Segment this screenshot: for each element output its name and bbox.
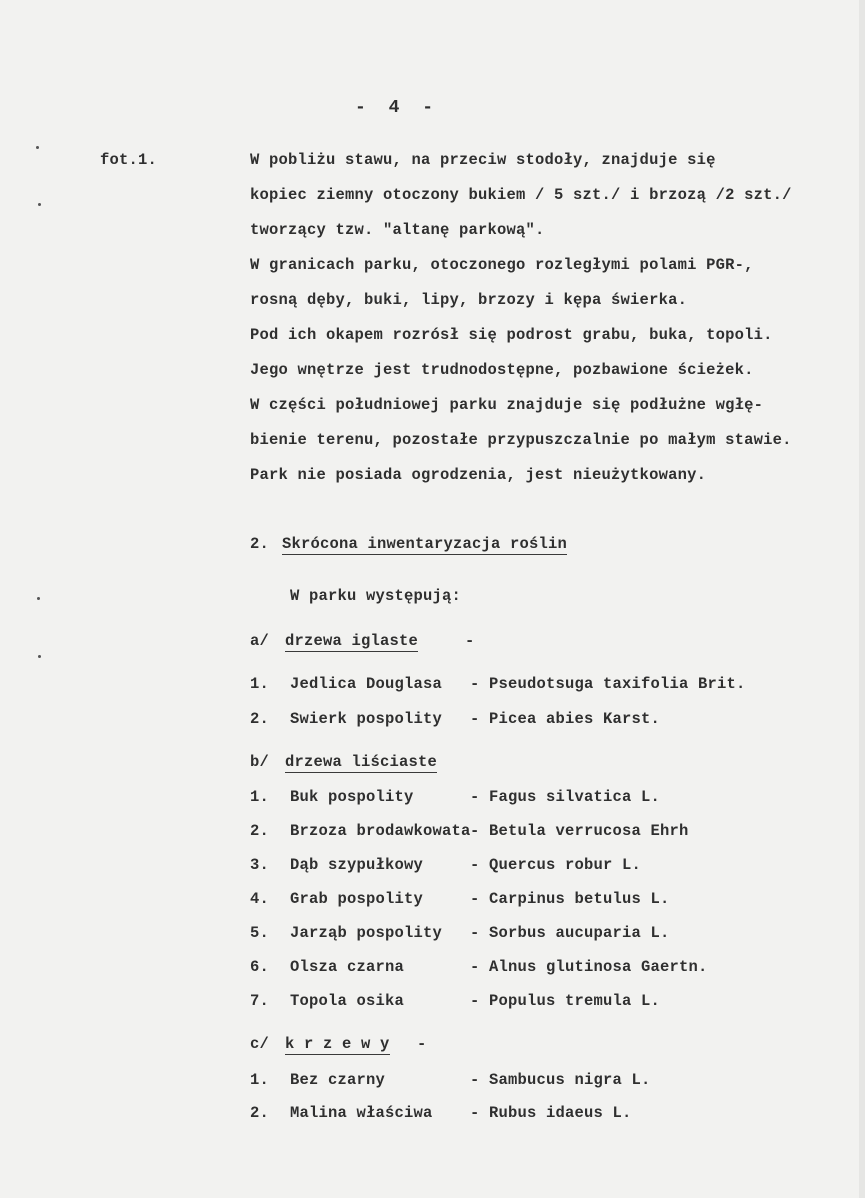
item-number: 2. bbox=[250, 710, 270, 728]
item-number: 5. bbox=[250, 924, 270, 942]
item-latin: - Fagus silvatica L. bbox=[470, 788, 661, 806]
intro-line: W parku występują: bbox=[290, 587, 462, 605]
photo-reference: fot.1. bbox=[100, 151, 158, 169]
paragraph-line: Park nie posiada ogrodzenia, jest nieużytkowany. bbox=[250, 466, 707, 484]
paragraph-line: Pod ich okapem rozrósł się podrost grabu, buka, topoli. bbox=[250, 326, 773, 344]
item-name: Malina właściwa bbox=[290, 1104, 433, 1122]
item-name: Buk pospolity bbox=[290, 788, 414, 806]
paragraph-line: bienie terenu, pozostałe przypuszczalnie po małym stawie. bbox=[250, 431, 792, 449]
item-latin: - Pseudotsuga taxifolia Brit. bbox=[470, 675, 746, 693]
item-latin: - Carpinus betulus L. bbox=[470, 890, 670, 908]
item-name: Jedlica Douglasa bbox=[290, 675, 443, 693]
item-number: 2. bbox=[250, 1104, 270, 1122]
group-prefix: c/ bbox=[250, 1035, 270, 1053]
margin-mark bbox=[37, 597, 40, 600]
item-number: 4. bbox=[250, 890, 270, 908]
paragraph-line: kopiec ziemny otoczony bukiem / 5 szt./ i brzozą /2 szt./ bbox=[250, 186, 792, 204]
margin-mark bbox=[36, 146, 39, 149]
group-suffix: - bbox=[417, 1035, 427, 1053]
item-latin: - Betula verrucosa Ehrh bbox=[470, 822, 689, 840]
group-prefix: b/ bbox=[250, 753, 270, 771]
section-number: 2. bbox=[250, 535, 270, 553]
page-number: - 4 - bbox=[355, 98, 440, 118]
item-latin: - Sambucus nigra L. bbox=[470, 1071, 651, 1089]
item-latin: - Sorbus aucuparia L. bbox=[470, 924, 670, 942]
item-number: 1. bbox=[250, 1071, 270, 1089]
paragraph-line: tworzący tzw. "altanę parkową". bbox=[250, 221, 545, 239]
item-number: 2. bbox=[250, 822, 270, 840]
item-latin: - Populus tremula L. bbox=[470, 992, 661, 1010]
item-name: Dąb szypułkowy bbox=[290, 856, 424, 874]
item-number: 1. bbox=[250, 675, 270, 693]
paragraph-line: W części południowej parku znajduje się podłużne wgłę- bbox=[250, 396, 764, 414]
item-number: 1. bbox=[250, 788, 270, 806]
item-latin: - Quercus robur L. bbox=[470, 856, 642, 874]
item-number: 7. bbox=[250, 992, 270, 1010]
item-name: Grab pospolity bbox=[290, 890, 424, 908]
group-title: drzewa iglaste bbox=[285, 632, 419, 650]
item-name: Brzoza brodawkowata bbox=[290, 822, 471, 840]
item-name: Topola osika bbox=[290, 992, 405, 1010]
group-title: k r z e w y bbox=[285, 1035, 390, 1053]
item-latin: - Alnus glutinosa Gaertn. bbox=[470, 958, 708, 976]
margin-mark bbox=[38, 655, 41, 658]
item-name: Olsza czarna bbox=[290, 958, 405, 976]
paragraph-line: rosną dęby, buki, lipy, brzozy i kępa świerka. bbox=[250, 291, 688, 309]
page-edge bbox=[859, 0, 865, 1198]
group-title: drzewa liściaste bbox=[285, 753, 438, 771]
paragraph-line: W pobliżu stawu, na przeciw stodoły, znajduje się bbox=[250, 151, 716, 169]
item-latin: - Rubus idaeus L. bbox=[470, 1104, 632, 1122]
item-latin: - Picea abies Karst. bbox=[470, 710, 661, 728]
section-title: Skrócona inwentaryzacja roślin bbox=[282, 535, 568, 553]
paragraph-line: W granicach parku, otoczonego rozległymi polami PGR-, bbox=[250, 256, 754, 274]
group-prefix: a/ bbox=[250, 632, 270, 650]
item-number: 6. bbox=[250, 958, 270, 976]
paragraph-line: Jego wnętrze jest trudnodostępne, pozbawione ścieżek. bbox=[250, 361, 754, 379]
group-suffix: - bbox=[465, 632, 475, 650]
item-name: Bez czarny bbox=[290, 1071, 386, 1089]
margin-mark bbox=[38, 203, 41, 206]
item-name: Swierk pospolity bbox=[290, 710, 443, 728]
item-name: Jarząb pospolity bbox=[290, 924, 443, 942]
item-number: 3. bbox=[250, 856, 270, 874]
